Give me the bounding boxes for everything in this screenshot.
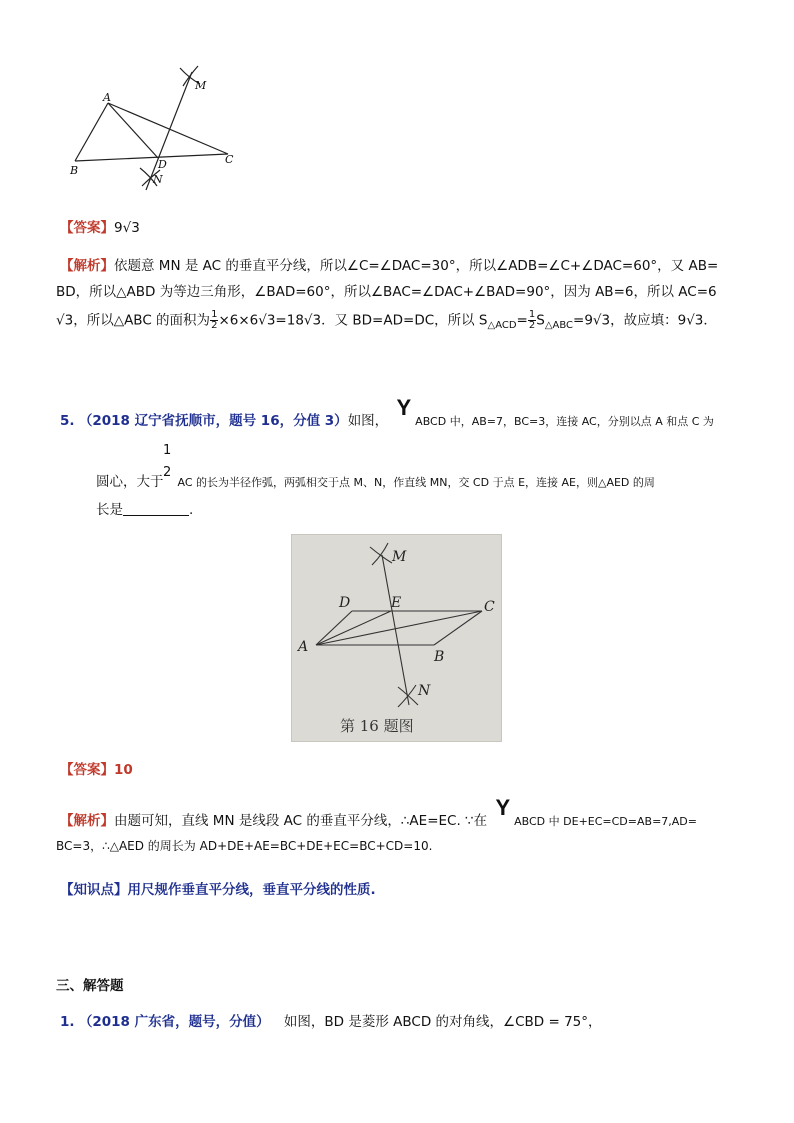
question-source: （2018 辽宁省抚顺市，题号 16，分值 3） [78,413,348,429]
question-text: . [189,502,194,518]
analysis-text: S [536,312,545,329]
answer-blank[interactable] [123,501,189,516]
question-text: 圆心，大于 [96,474,164,490]
fig2-label-m: M [392,549,407,565]
fig2-label-e: E [391,595,402,611]
knowledge-tag: 【知识点】 [60,882,128,898]
subscript: △ABC [544,320,574,332]
section-title: 三、解答题 [56,978,124,994]
analysis-text: =9√3，故应填：9√3． [573,312,717,329]
q4-analysis-line-3 [56,310,717,336]
analysis-tag: 【解析】 [60,813,114,829]
fraction-numerator: 1 [163,443,172,458]
q4-answer [60,218,140,238]
q5-knowledge [60,880,376,900]
answer-value: 10 [114,762,133,778]
analysis-text: ×6×6√3=18√3．又 BD=AD=DC，所以 S [218,312,488,329]
q5-answer [60,760,133,780]
answer-tag: 【答案】 [60,762,114,778]
analysis-text: = [516,312,528,329]
q1-question-line-1 [60,1012,602,1032]
answer-value: 9√3 [114,220,140,236]
q4-analysis-line-2 [56,282,717,302]
analysis-text: BC=3，∴△AED 的周长为 AD+DE+AE=BC+DE+EC=BC+CD=10. [56,839,433,853]
fig1-label-b: B [70,164,79,177]
analysis-tag: 【解析】 [60,258,114,274]
analysis-text: ABCD 中 DE+EC=CD=AB=7,AD= [514,815,697,828]
fraction: $\frac{1}{2}$ [528,309,536,331]
fig1-label-c: C [225,153,234,166]
question-text: 长是 [96,502,123,518]
question-text: ABCD 中，AB=7，BC=3，连接 AC，分别以点 A 和点 C 为 [415,415,714,428]
question-number: 1. [60,1014,75,1030]
q5-analysis-line-1 [60,795,697,832]
parallelogram-figure [291,534,502,742]
fig2-label-d: D [339,595,351,611]
q4-analysis-line-1 [60,256,718,276]
fig2-label-a: A [298,639,309,655]
fig1-label-n: N [153,173,163,186]
fig2-label-c: C [484,599,495,615]
parallelogram-symbol: Y [495,795,511,820]
triangle-figure [62,58,242,198]
analysis-text: √3，所以△ABC 的面积为 [56,312,211,329]
question-text: 如图，BD 是菱形 ABCD 的对角线，∠CBD = 75°， [283,1014,602,1030]
knowledge-text: 用尺规作垂直平分线，垂直平分线的性质. [127,882,376,898]
fig1-label-a: A [103,91,111,104]
answer-tag: 【答案】 [60,220,114,236]
q5-question-line-3 [96,500,193,520]
analysis-text: 依题意 MN 是 AC 的垂直平分线，所以∠C=∠DAC=30°，所以∠ADB=∠C+∠DAC=60°，又 AB= [114,258,719,274]
subscript: △ACD [487,320,517,332]
figure-caption: 第 16 题图 [340,717,414,735]
parallelogram-drawing [292,535,501,741]
question-text: AC 的长为半径作弧，两弧相交于点 M、N，作直线 MN，交 CD 于点 E，连接 AE，则△AED 的周 [177,476,655,489]
fig2-label-b: B [434,649,445,665]
fig1-label-d: D [158,158,167,171]
question-text: 如图， [347,413,389,429]
analysis-text: 由题可知，直线 MN 是线段 AC 的垂直平分线，∴AE=EC. ∵在 [114,813,488,829]
question-source: （2018 广东省，题号，分值） [78,1014,270,1030]
fraction: $\frac{1}{2}$ [211,309,218,331]
fig2-label-n: N [418,683,431,699]
fraction-denominator: 2 [163,465,172,480]
analysis-text: BD，所以△ABD 为等边三角形，∠BAD=60°，所以∠BAC=∠DAC+∠BAD=90°，因为 AB=6，所以 AC=6 [56,284,717,300]
question-number: 5. [60,413,75,429]
q5-question-line-1 [60,395,714,432]
parallelogram-symbol: Y [396,395,412,420]
q5-analysis-line-2 [56,836,432,856]
q5-question-line-2 [96,472,655,493]
fig1-label-m: M [195,79,207,92]
